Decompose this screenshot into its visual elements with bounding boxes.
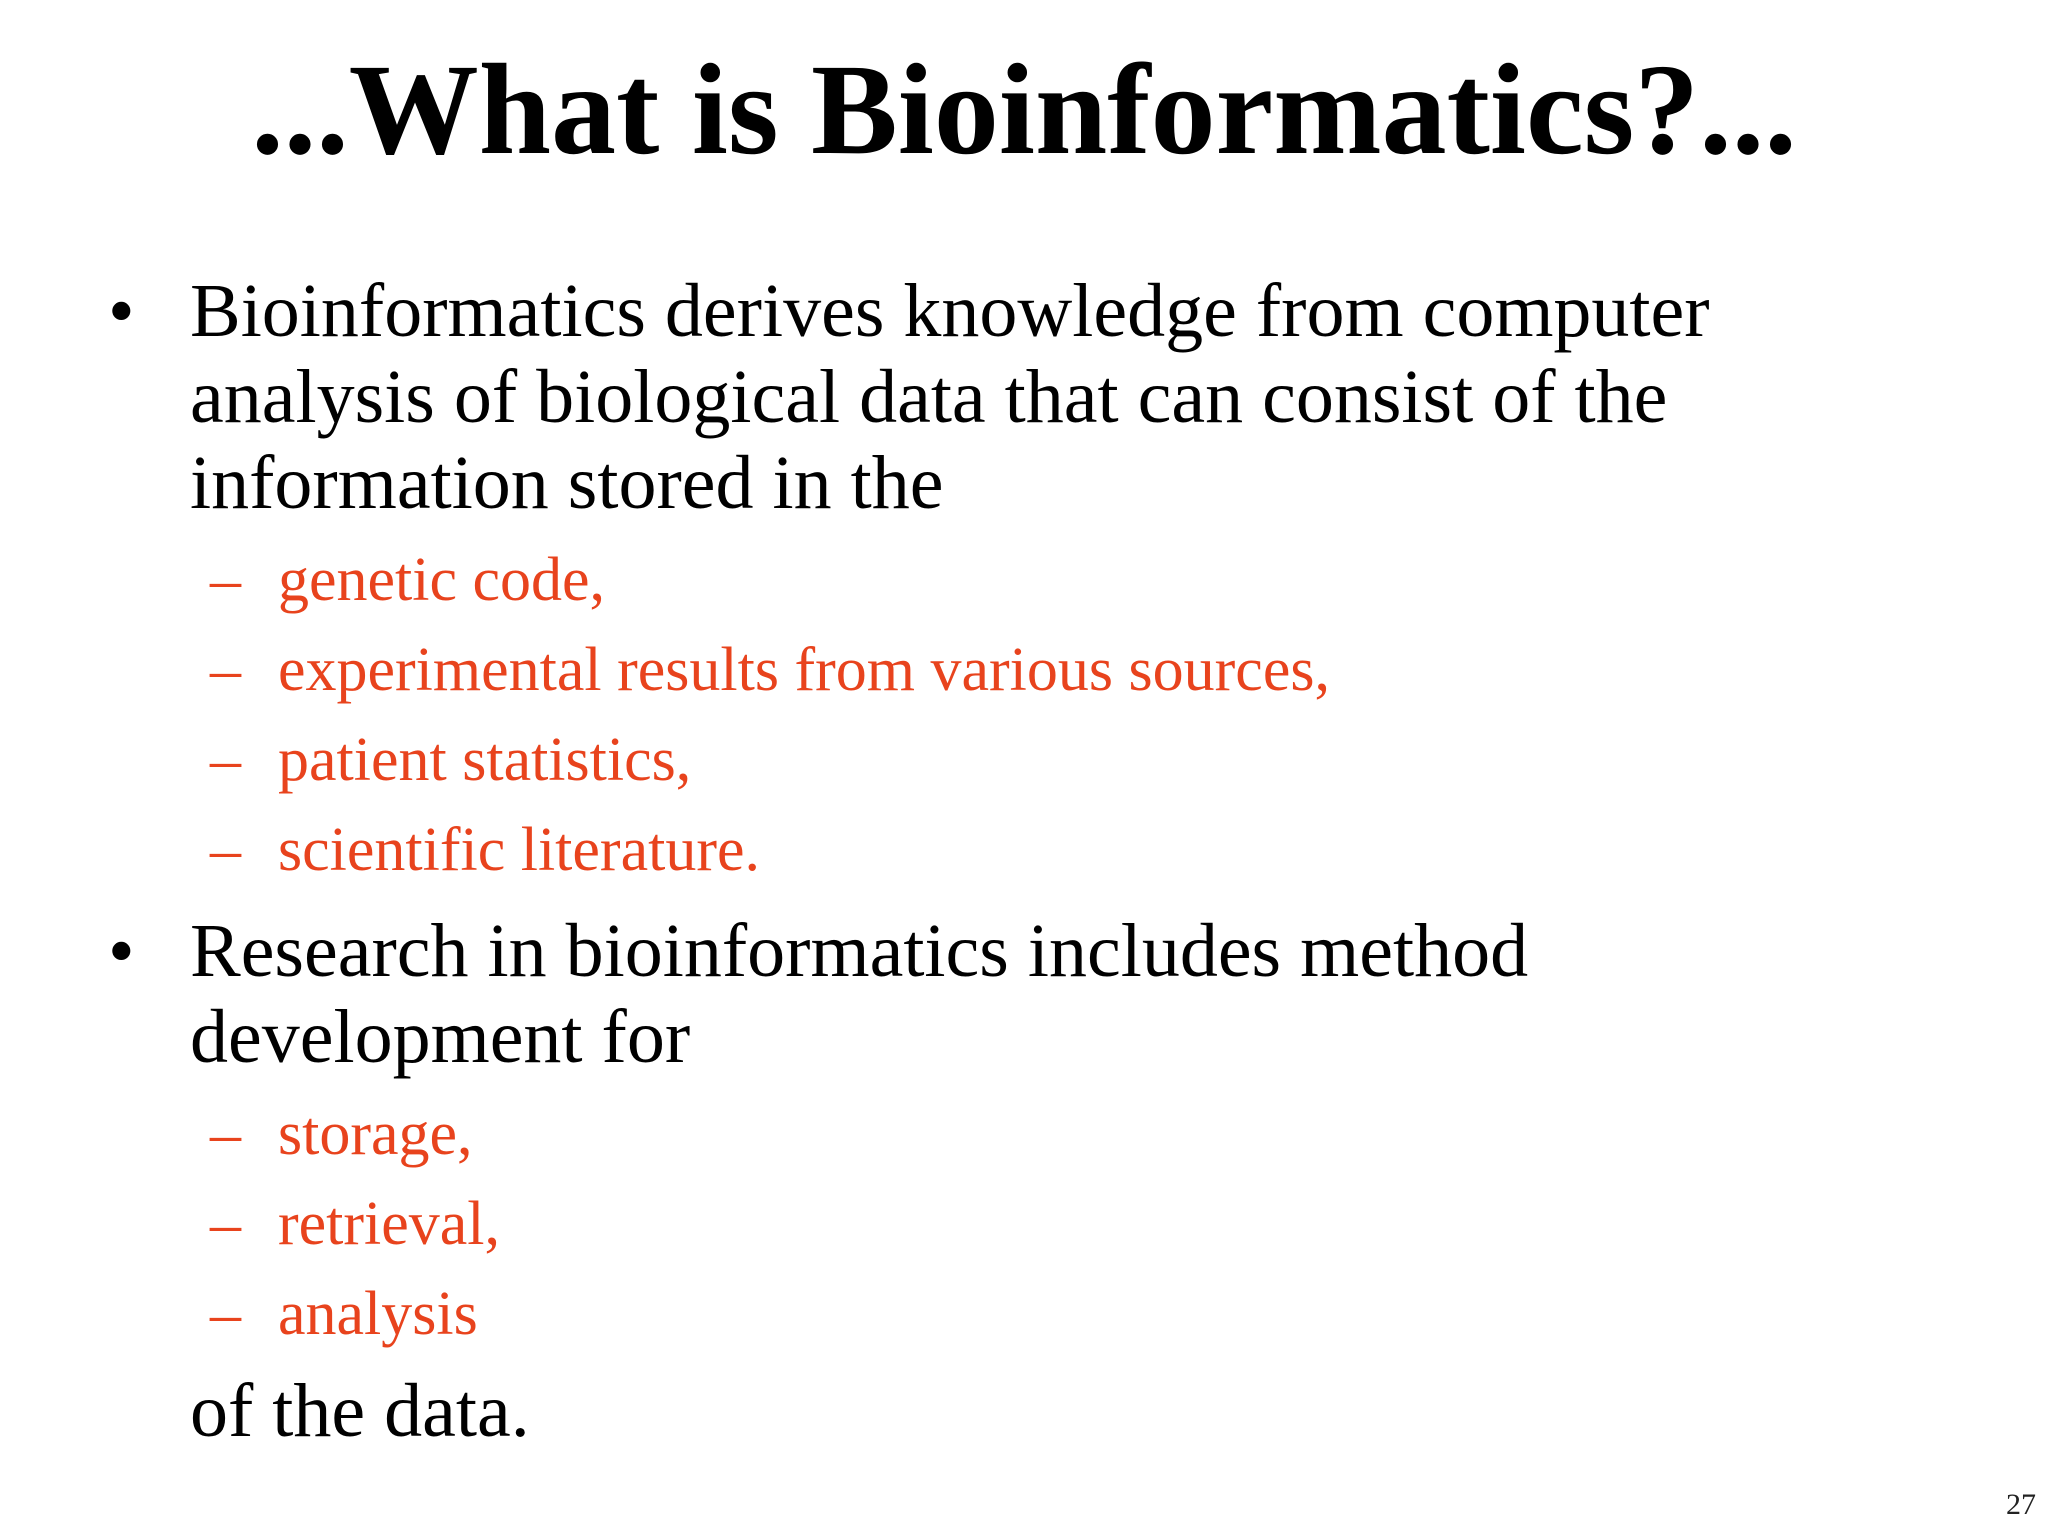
bullet-text: information stored in the	[190, 441, 944, 525]
sub-item-text: retrieval,	[278, 1190, 501, 1258]
sub-item-text: scientific literature.	[278, 816, 760, 884]
bullet-text: Research in bioinformatics includes method	[190, 909, 1529, 993]
sub-item-text: patient statistics,	[278, 726, 692, 794]
sub-marker: –	[210, 636, 241, 704]
sub-marker: –	[210, 816, 241, 884]
sub-item-text: experimental results from various sources,	[278, 636, 1330, 704]
bullet-text: development for	[190, 995, 691, 1079]
bullet-marker: •	[108, 269, 135, 353]
closing-text: of the data.	[190, 1369, 530, 1453]
bullet-text: Bioinformatics derives knowledge from computer	[190, 269, 1710, 353]
sub-marker: –	[210, 1100, 241, 1168]
bullet-text: analysis of biological data that can consist of the	[190, 355, 1668, 439]
sub-marker: –	[210, 1280, 241, 1348]
sub-marker: –	[210, 1190, 241, 1258]
sub-marker: –	[210, 546, 241, 614]
slide-title: ...What is Bioinformatics?...	[251, 38, 1797, 182]
sub-marker: –	[210, 726, 241, 794]
page-number: 27	[2006, 1488, 2036, 1521]
sub-item-text: storage,	[278, 1100, 473, 1168]
sub-item-text: analysis	[278, 1280, 478, 1348]
bullet-marker: •	[108, 909, 135, 993]
sub-item-text: genetic code,	[278, 546, 606, 614]
